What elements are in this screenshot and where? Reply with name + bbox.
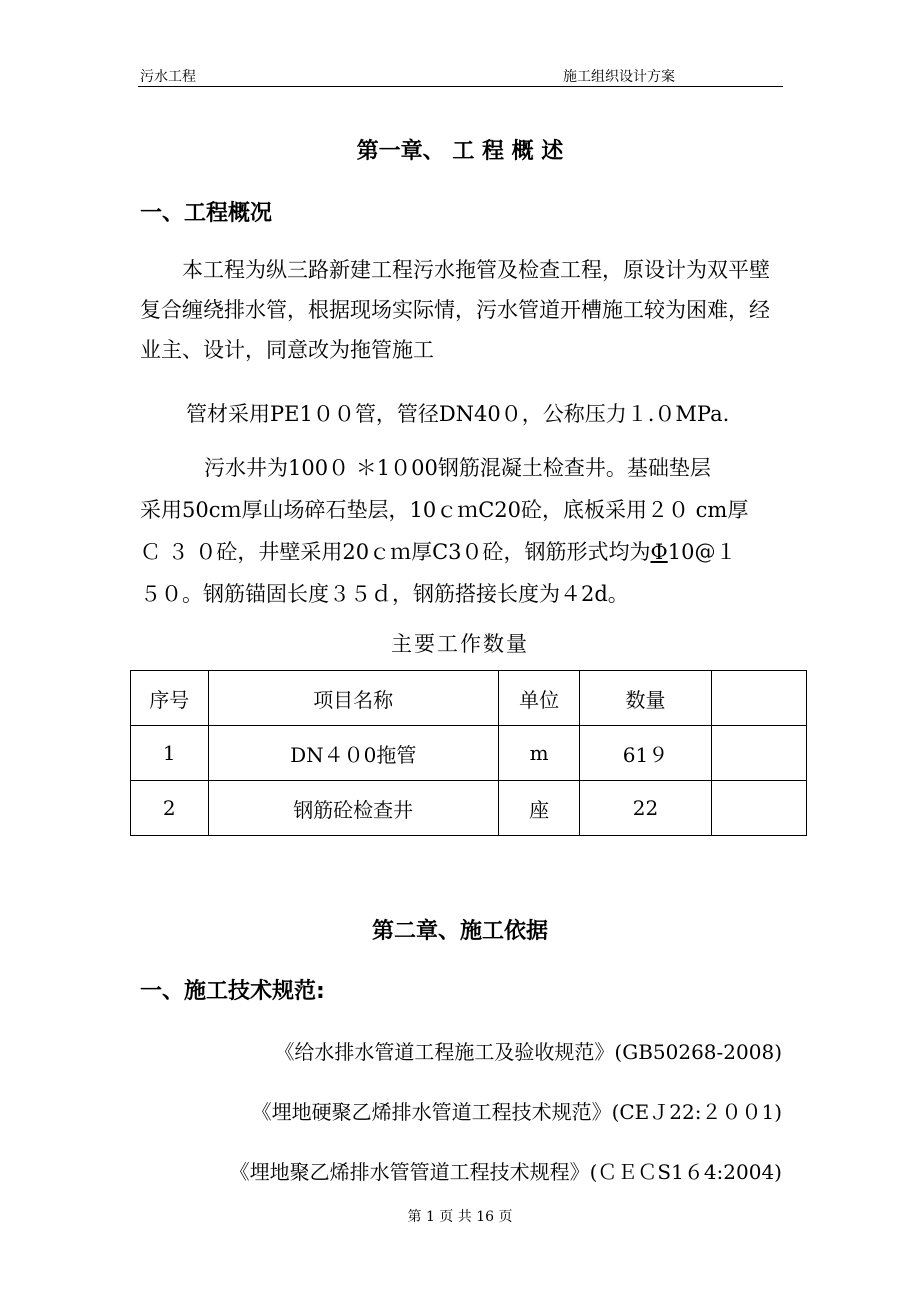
table-caption: 主要工作数量 bbox=[391, 632, 529, 656]
reference-item: 《埋地硬聚乙烯排水管道工程技术规范》(CEＪ22:２００1) bbox=[251, 1100, 782, 1124]
paragraph-project-overview: 本工程为纵三路新建工程污水拖管及检查工程，原设计为双平壁复合缠绕排水管，根据现场实际情，污水管道开槽施工较为困难，经业主、设计，同意改为拖管施工 bbox=[140, 258, 770, 362]
paragraph-pipe-material: 管材采用PE1００管，管径DN40０，公称压力１.０MPa. bbox=[186, 402, 730, 426]
table-cell bbox=[711, 781, 806, 836]
table-cell: DN４０0拖管 bbox=[208, 726, 498, 781]
section-technical-standards-title: 一、施工技术规范: bbox=[140, 979, 325, 1004]
paragraph-manhole-line-1: 污水井为100０ ＊1０00钢筋混凝土检查井。基础垫层 bbox=[204, 456, 711, 480]
table-header-row bbox=[131, 671, 807, 726]
paragraph-manhole-line-2: 采用50cｍ厚山场碎石垫层，10ｃｍC20砼，底板采用２０ cm厚 bbox=[140, 498, 749, 522]
table-cell: 2 bbox=[131, 781, 209, 836]
table-cell: 61９ bbox=[580, 726, 711, 781]
table-header-cell: 数量 bbox=[580, 671, 711, 726]
reference-item: 《给水排水管道工程施工及验收规范》(GB50268-2008) bbox=[274, 1040, 782, 1064]
page-footer: 第 1 页 共 16 页 bbox=[407, 1209, 513, 1225]
table-header-cell: 序号 bbox=[131, 671, 209, 726]
section-project-overview-title: 一、工程概况 bbox=[140, 201, 273, 226]
table-cell: m bbox=[498, 726, 580, 781]
table-cell: 22 bbox=[580, 781, 711, 836]
header-left-title: 污水工程 bbox=[140, 69, 196, 85]
chapter-1-title: 第一章、 工 程 概 述 bbox=[356, 139, 564, 164]
rebar-symbol: Φ bbox=[650, 540, 668, 564]
table-cell bbox=[711, 726, 806, 781]
work-quantity-table bbox=[130, 670, 807, 836]
page-header bbox=[138, 64, 783, 87]
table-header-cell: 项目名称 bbox=[208, 671, 498, 726]
table-header-cell bbox=[711, 671, 806, 726]
paragraph-manhole-line-4: ５０。钢筋锚固长度３５ｄ，钢筋搭接长度为４2d。 bbox=[140, 582, 629, 606]
table-header-cell: 单位 bbox=[498, 671, 580, 726]
table-row bbox=[131, 726, 807, 781]
chapter-2-title: 第二章、施工依据 bbox=[371, 919, 548, 944]
paragraph-manhole-line-3 bbox=[140, 536, 736, 566]
table-row bbox=[131, 781, 807, 836]
header-right-title: 施工组织设计方案 bbox=[563, 69, 675, 85]
reference-item: 《埋地聚乙烯排水管管道工程技术规程》(ＣＥＣS1６4:2004) bbox=[229, 1160, 782, 1184]
rebar-spec: 10@１ bbox=[667, 540, 737, 564]
table-cell: 座 bbox=[498, 781, 580, 836]
table-cell: 钢筋砼检查井 bbox=[208, 781, 498, 836]
table-cell: 1 bbox=[131, 726, 209, 781]
manhole-line-3-text: Ｃ ３ ０砼，井壁采用20ｃｍ厚C3０砼，钢筋形式均为 bbox=[140, 540, 651, 564]
